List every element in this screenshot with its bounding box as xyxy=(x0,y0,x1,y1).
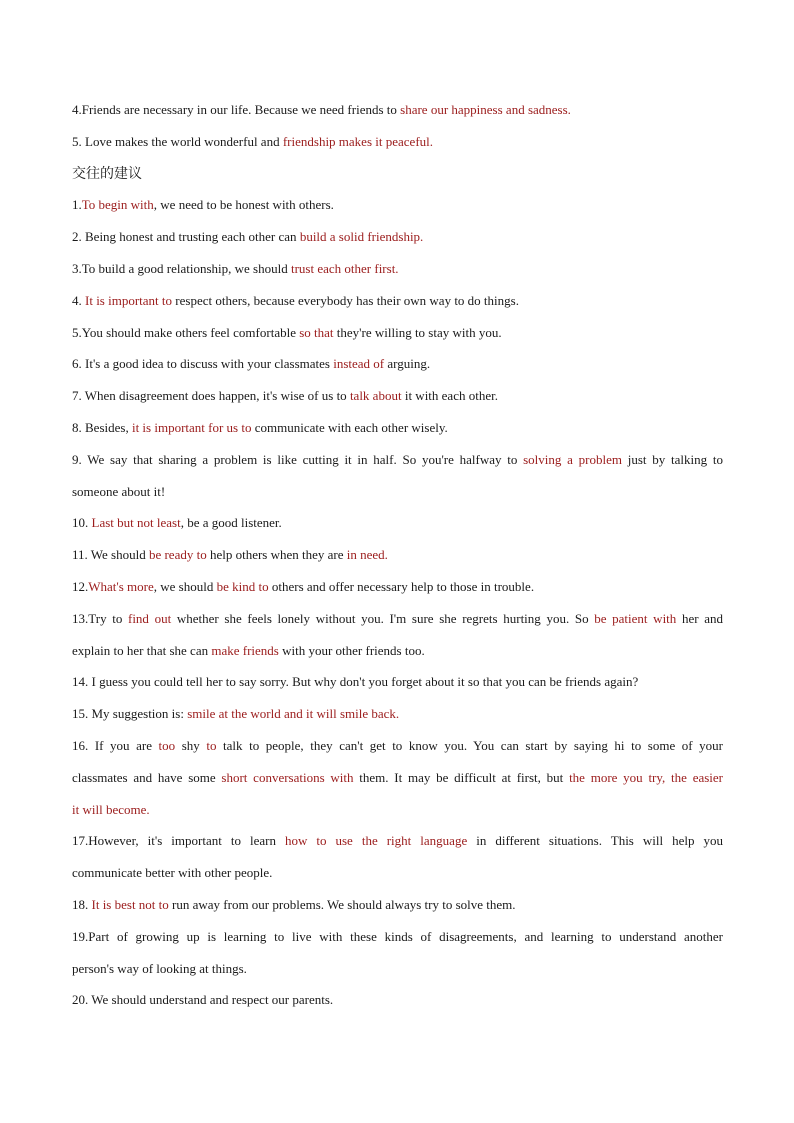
text-run: 17.However, it's important to learn xyxy=(72,833,285,849)
document-page xyxy=(72,98,723,1020)
text-run: 7. When disagreement does happen, it's wise of us to xyxy=(72,388,350,404)
text-run: just by talking to xyxy=(622,451,723,467)
highlighted-phrase: Last but not least xyxy=(91,515,181,531)
highlighted-phrase: be kind to xyxy=(216,578,269,594)
text-run: 20. We should understand and respect our parents. xyxy=(72,992,334,1008)
text-line xyxy=(72,766,723,798)
text-run: them. It may be difficult at first, but xyxy=(353,769,570,785)
highlighted-phrase: in need. xyxy=(346,547,388,563)
text-line xyxy=(72,321,723,353)
text-run: they're willing to stay with you. xyxy=(333,324,502,340)
text-line xyxy=(72,98,723,130)
text-run: respect others, because everybody has their own way to do things. xyxy=(172,292,519,308)
text-line xyxy=(72,861,723,893)
text-run: , be a good listener. xyxy=(180,515,282,531)
text-run: 5.You should make others feel comfortable xyxy=(72,324,300,340)
highlighted-phrase: short conversations with xyxy=(221,769,354,785)
highlighted-phrase: be patient with xyxy=(594,610,677,626)
highlighted-phrase: It is important to xyxy=(85,292,173,308)
text-line xyxy=(72,193,723,225)
highlighted-phrase: build a solid friendship. xyxy=(299,229,424,245)
text-run: 11. We should xyxy=(72,547,149,563)
text-line xyxy=(72,384,723,416)
highlighted-phrase: so that xyxy=(299,324,334,340)
text-line xyxy=(72,798,723,830)
text-run: whether she feels lonely without you. I'm sure she regrets hurting you. So xyxy=(171,610,595,626)
text-run: someone about it! xyxy=(72,483,166,499)
text-run: it with each other. xyxy=(401,388,498,404)
text-run: arguing. xyxy=(384,356,431,372)
highlighted-phrase: instead of xyxy=(333,356,385,372)
highlighted-phrase: the more you try, the easier xyxy=(569,769,723,785)
text-run: 6. It's a good idea to discuss with your classmates xyxy=(72,356,334,372)
text-line xyxy=(72,893,723,925)
text-run: 18. xyxy=(72,896,92,912)
text-line xyxy=(72,448,723,480)
text-line xyxy=(72,480,723,512)
text-line xyxy=(72,957,723,989)
text-run: help others when they are xyxy=(206,547,347,563)
highlighted-phrase: it is important for us to xyxy=(131,419,252,435)
text-line xyxy=(72,289,723,321)
text-line xyxy=(72,829,723,861)
highlighted-phrase: trust each other first. xyxy=(290,260,399,276)
text-run: shy xyxy=(175,737,207,753)
text-run: 10. xyxy=(72,515,92,531)
text-run: run away from our problems. We should always try to solve them. xyxy=(168,896,516,912)
text-line xyxy=(72,543,723,575)
text-run: talk to people, they can't get to know you. You can start by saying hi to some of your xyxy=(216,737,723,753)
text-line xyxy=(72,130,723,162)
text-run: 16. If you are xyxy=(72,737,159,753)
text-run: classmates and have some xyxy=(72,769,222,785)
highlighted-phrase: smile at the world and it will smile back. xyxy=(187,706,400,722)
text-line xyxy=(72,257,723,289)
text-run: 4. xyxy=(72,292,85,308)
highlighted-phrase: how to use the right language xyxy=(284,833,468,849)
text-run: 4.Friends are necessary in our life. Because we need friends to xyxy=(72,102,401,117)
text-line xyxy=(72,511,723,543)
text-run: 12. xyxy=(72,578,89,594)
text-run: 8. Besides, xyxy=(72,419,132,435)
highlighted-phrase: It is best not to xyxy=(91,896,169,912)
text-run: 14. I guess you could tell her to say sorry. But why don't you forget about it so that you can be friends again? xyxy=(72,674,639,690)
text-run: 15. My suggestion is: xyxy=(72,706,188,722)
text-run: in different situations. This will help you xyxy=(467,833,723,849)
highlighted-phrase: friendship makes it peaceful. xyxy=(282,133,434,149)
highlighted-phrase: it will become. xyxy=(72,801,150,817)
highlighted-phrase: talk about xyxy=(349,388,402,404)
highlighted-phrase: too xyxy=(158,737,176,753)
text-run: person's way of looking at things. xyxy=(72,960,247,976)
text-line xyxy=(72,702,723,734)
highlighted-phrase: What's more xyxy=(88,578,154,594)
text-run: explain to her that she can xyxy=(72,642,212,658)
highlighted-phrase: To begin with xyxy=(81,197,154,213)
highlighted-phrase: find out xyxy=(127,610,172,626)
highlighted-phrase: share our happiness and sadness. xyxy=(400,102,571,117)
text-run: with your other friends too. xyxy=(278,642,425,658)
section-heading: 交往的建议 xyxy=(72,165,142,182)
text-run: others and offer necessary help to those in trouble. xyxy=(268,578,535,594)
text-run: 3.To build a good relationship, we should xyxy=(72,260,291,276)
text-run: , we should xyxy=(153,578,217,594)
text-run: 19.Part of growing up is learning to live with these kinds of disagreements, and learning to understand another xyxy=(72,928,723,944)
text-run: 5. Love makes the world wonderful and xyxy=(72,133,283,149)
text-line xyxy=(72,670,723,702)
text-line xyxy=(72,639,723,671)
highlighted-phrase: be ready to xyxy=(148,547,207,563)
text-run: 2. Being honest and trusting each other can xyxy=(72,229,300,245)
text-line xyxy=(72,607,723,639)
text-run: , we need to be honest with others. xyxy=(153,197,334,213)
highlighted-phrase: solving a problem xyxy=(523,451,622,467)
text-line xyxy=(72,352,723,384)
text-line xyxy=(72,575,723,607)
text-line xyxy=(72,734,723,766)
text-run: communicate better with other people. xyxy=(72,865,273,881)
text-run: 9. We say that sharing a problem is like cutting it in half. So you're halfway to xyxy=(72,451,524,467)
text-line xyxy=(72,988,723,1020)
text-run: 13.Try to xyxy=(72,610,128,626)
text-line xyxy=(72,416,723,448)
text-run: communicate with each other wisely. xyxy=(251,419,448,435)
text-run: her and xyxy=(676,610,723,626)
text-line xyxy=(72,925,723,957)
highlighted-phrase: to xyxy=(206,737,217,753)
text-line xyxy=(72,225,723,257)
highlighted-phrase: make friends xyxy=(211,642,279,658)
text-run: 1. xyxy=(72,197,82,213)
